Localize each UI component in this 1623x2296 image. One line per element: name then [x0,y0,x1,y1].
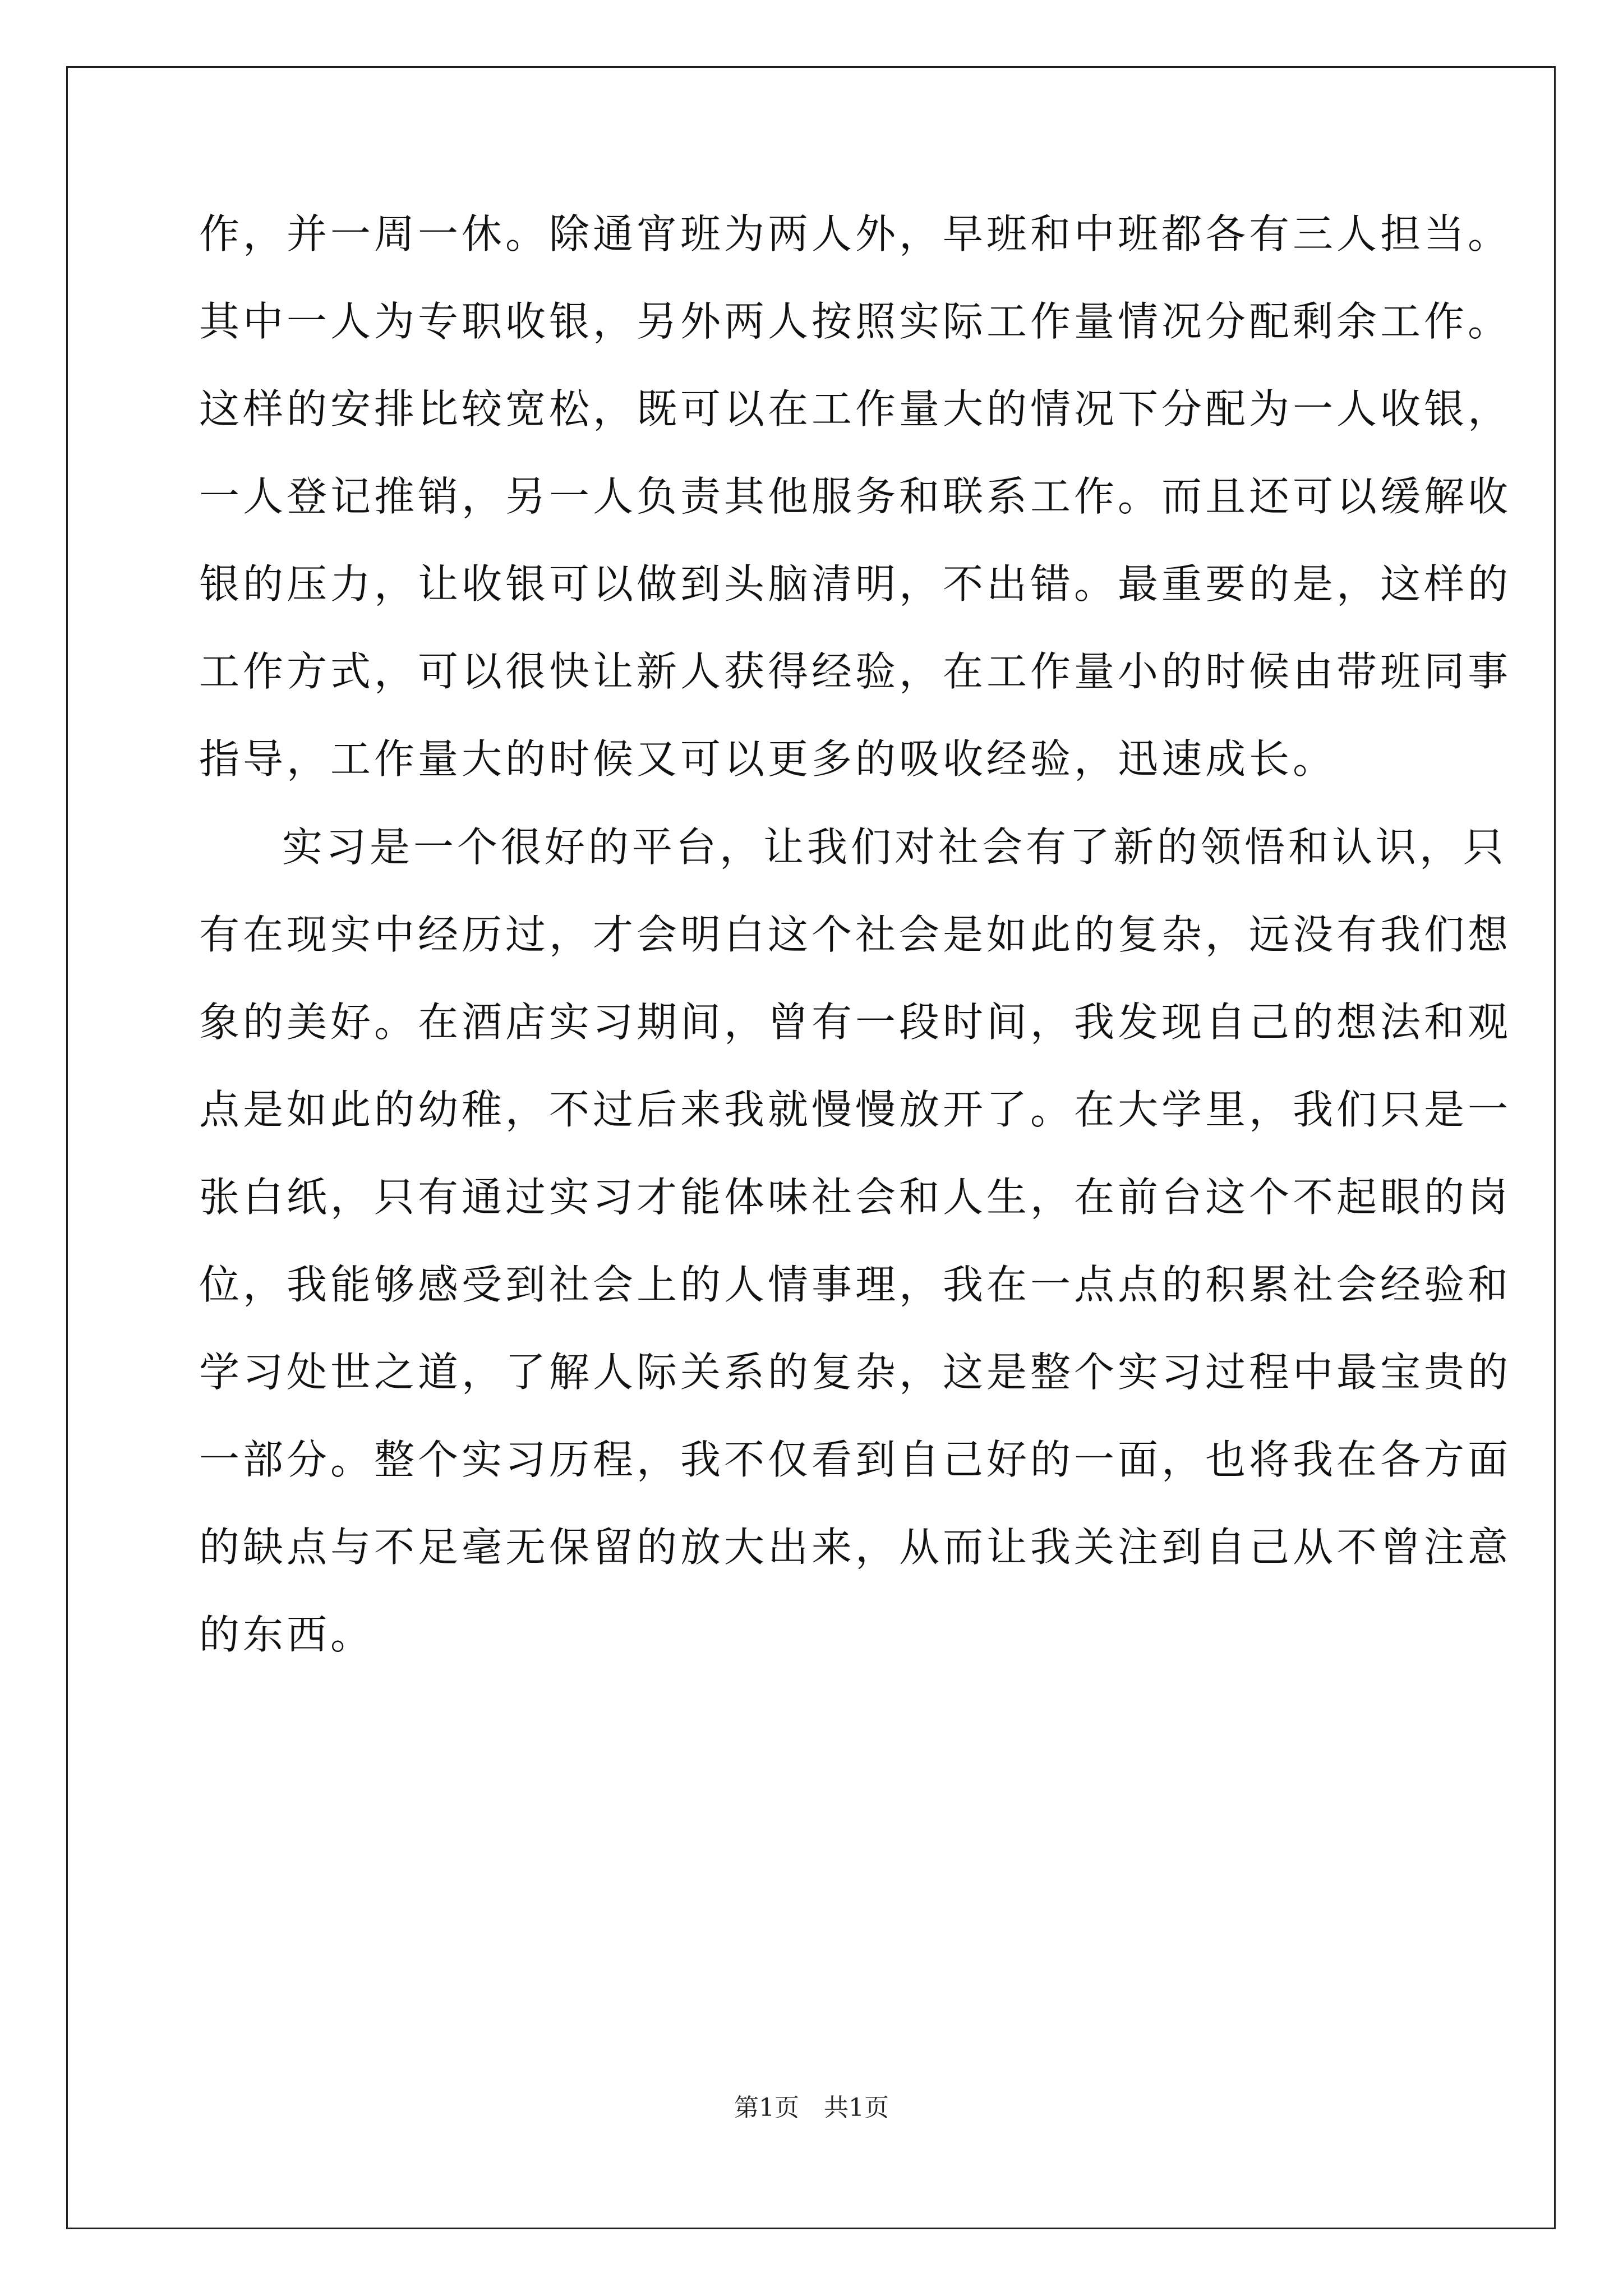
paragraph-1-line-4: 一人登记推销，另一人负责其他服务和联系工作。而且还可以缓解收 [199,473,1512,520]
paragraph-1-line-5: 银的压力，让收银可以做到头脑清明，不出错。最重要的是，这样的 [199,560,1512,608]
paragraph-2-line-3: 象的美好。在酒店实习期间，曾有一段时间，我发现自己的想法和观 [199,999,1512,1046]
paragraph-2-line-4: 点是如此的幼稚，不过后来我就慢慢放开了。在大学里，我们只是一 [199,1086,1512,1133]
paragraph-2-line-9: 的缺点与不足毫无保留的放大出来，从而让我关注到自己从不曾注意 [199,1524,1512,1571]
paragraph-2-line-7: 学习处世之道，了解人际关系的复杂，这是整个实习过程中最宝贵的 [199,1349,1512,1396]
paragraph-2-line-2: 有在现实中经历过，才会明白这个社会是如此的复杂，远没有我们想 [199,911,1512,958]
page-footer: 第1页 共1页 [734,2093,889,2122]
paragraph-1-line-2: 其中一人为专职收银，另外两人按照实际工作量情况分配剩余工作。 [199,298,1512,345]
paragraph-2-line-10: 的东西。 [199,1611,375,1658]
paragraph-2-line-8: 一部分。整个实习历程，我不仅看到自己好的一面，也将我在各方面 [199,1436,1512,1483]
paragraph-1-line-1: 作，并一周一休。除通宵班为两人外，早班和中班都各有三人担当。 [199,210,1512,257]
paragraph-1-line-6: 工作方式，可以很快让新人获得经验，在工作量小的时候由带班同事 [199,648,1512,695]
paragraph-1-line-7: 指导，工作量大的时候又可以更多的吸收经验，迅速成长。 [199,735,1337,783]
paragraph-1-line-3: 这样的安排比较宽松，既可以在工作量大的情况下分配为一人收银， [199,385,1512,432]
paragraph-2-line-1: 实习是一个很好的平台，让我们对社会有了新的领悟和认识，只 [282,823,1507,871]
paragraph-2-line-6: 位，我能够感受到社会上的人情事理，我在一点点的积累社会经验和 [199,1261,1512,1308]
paragraph-2-line-5: 张白纸，只有通过实习才能体味社会和人生，在前台这个不起眼的岗 [199,1174,1512,1221]
